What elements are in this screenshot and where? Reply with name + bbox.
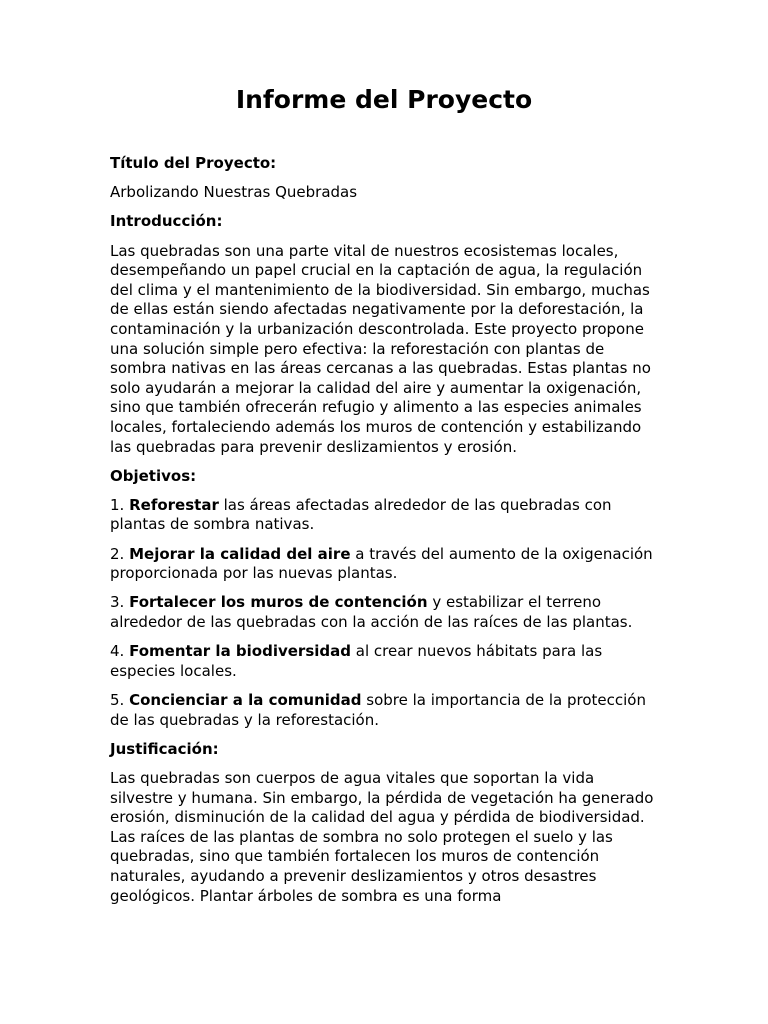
justification-heading: Justificación: — [110, 739, 219, 758]
objective-text: al crear nuevos hábitats para las especies locales. — [110, 642, 603, 680]
objective-number: 2. — [110, 544, 125, 563]
objective-number: 4. — [110, 642, 125, 661]
introduction-paragraph: Las quebradas son una parte vital de nuestros ecosistemas locales, desempeñando un papel crucial en la captación de agua, la regulación del clima y el mantenimiento de la biodiversidad. Sin embargo, muchas de ellas están siendo afectadas negativamente por la deforestación, la contaminación y la urbanización descontrolada. Este proyecto propone una solución simple pero efectiva: la reforestación con plantas de sombra nativas en las áreas cercanas a las quebradas. Estas plantas no solo ayudarán a mejorar la calidad del aire y aumentar la oxigenación, sino que también ofrecerán refugio y alimento a las especies animales locales, fortaleciendo además los muros de contención y estabilizando las quebradas para prevenir deslizamientos y erosión. — [110, 241, 651, 456]
justification-paragraph: Las quebradas son cuerpos de agua vitales que soportan la vida silvestre y humana. Sin embargo, la pérdida de vegetación ha generado erosión, disminución de la calidad del agua y pérdida de biodiversidad. Las raíces de las plantas de sombra no solo protegen el suelo y las quebradas, sino que también fortalecen los muros de contención naturales, ayudando a prevenir deslizamientos y otros desastres geológicos. Plantar árboles de sombra es una forma — [110, 768, 654, 905]
objective-item — [110, 496, 658, 535]
objective-term: Concienciar a la comunidad — [129, 691, 362, 709]
objective-text: las áreas afectadas alrededor de las quebradas con plantas de sombra nativas. — [110, 495, 612, 534]
introduction-heading: Introducción: — [110, 212, 223, 231]
objective-term: Mejorar la calidad del aire — [129, 544, 351, 563]
objective-term: Fomentar la biodiversidad — [129, 642, 351, 661]
objective-item — [110, 691, 658, 730]
objective-text: sobre la importancia de la protección de las quebradas y la reforestación. — [110, 691, 646, 729]
objective-text: y estabilizar el terreno alrededor de las quebradas con la acción de las raíces de las plantas. — [110, 593, 633, 632]
objective-number: 3. — [110, 593, 125, 612]
objective-term: Fortalecer los muros de contención — [129, 593, 428, 612]
objective-number: 5. — [110, 691, 125, 709]
objective-number: 1. — [110, 495, 125, 514]
objective-item — [110, 545, 658, 584]
document-title: Informe del Proyecto — [235, 85, 533, 114]
objective-item — [110, 642, 658, 681]
document-body — [110, 154, 658, 916]
project-title-heading: Título del Proyecto: — [110, 154, 277, 172]
objectives-heading: Objetivos: — [110, 466, 197, 485]
objective-text: a través del aumento de la oxigenación proporcionada por las nuevas plantas. — [110, 544, 653, 583]
project-title-text: Arbolizando Nuestras Quebradas — [110, 183, 358, 202]
objective-item — [110, 593, 658, 632]
objective-term: Reforestar — [129, 495, 219, 514]
